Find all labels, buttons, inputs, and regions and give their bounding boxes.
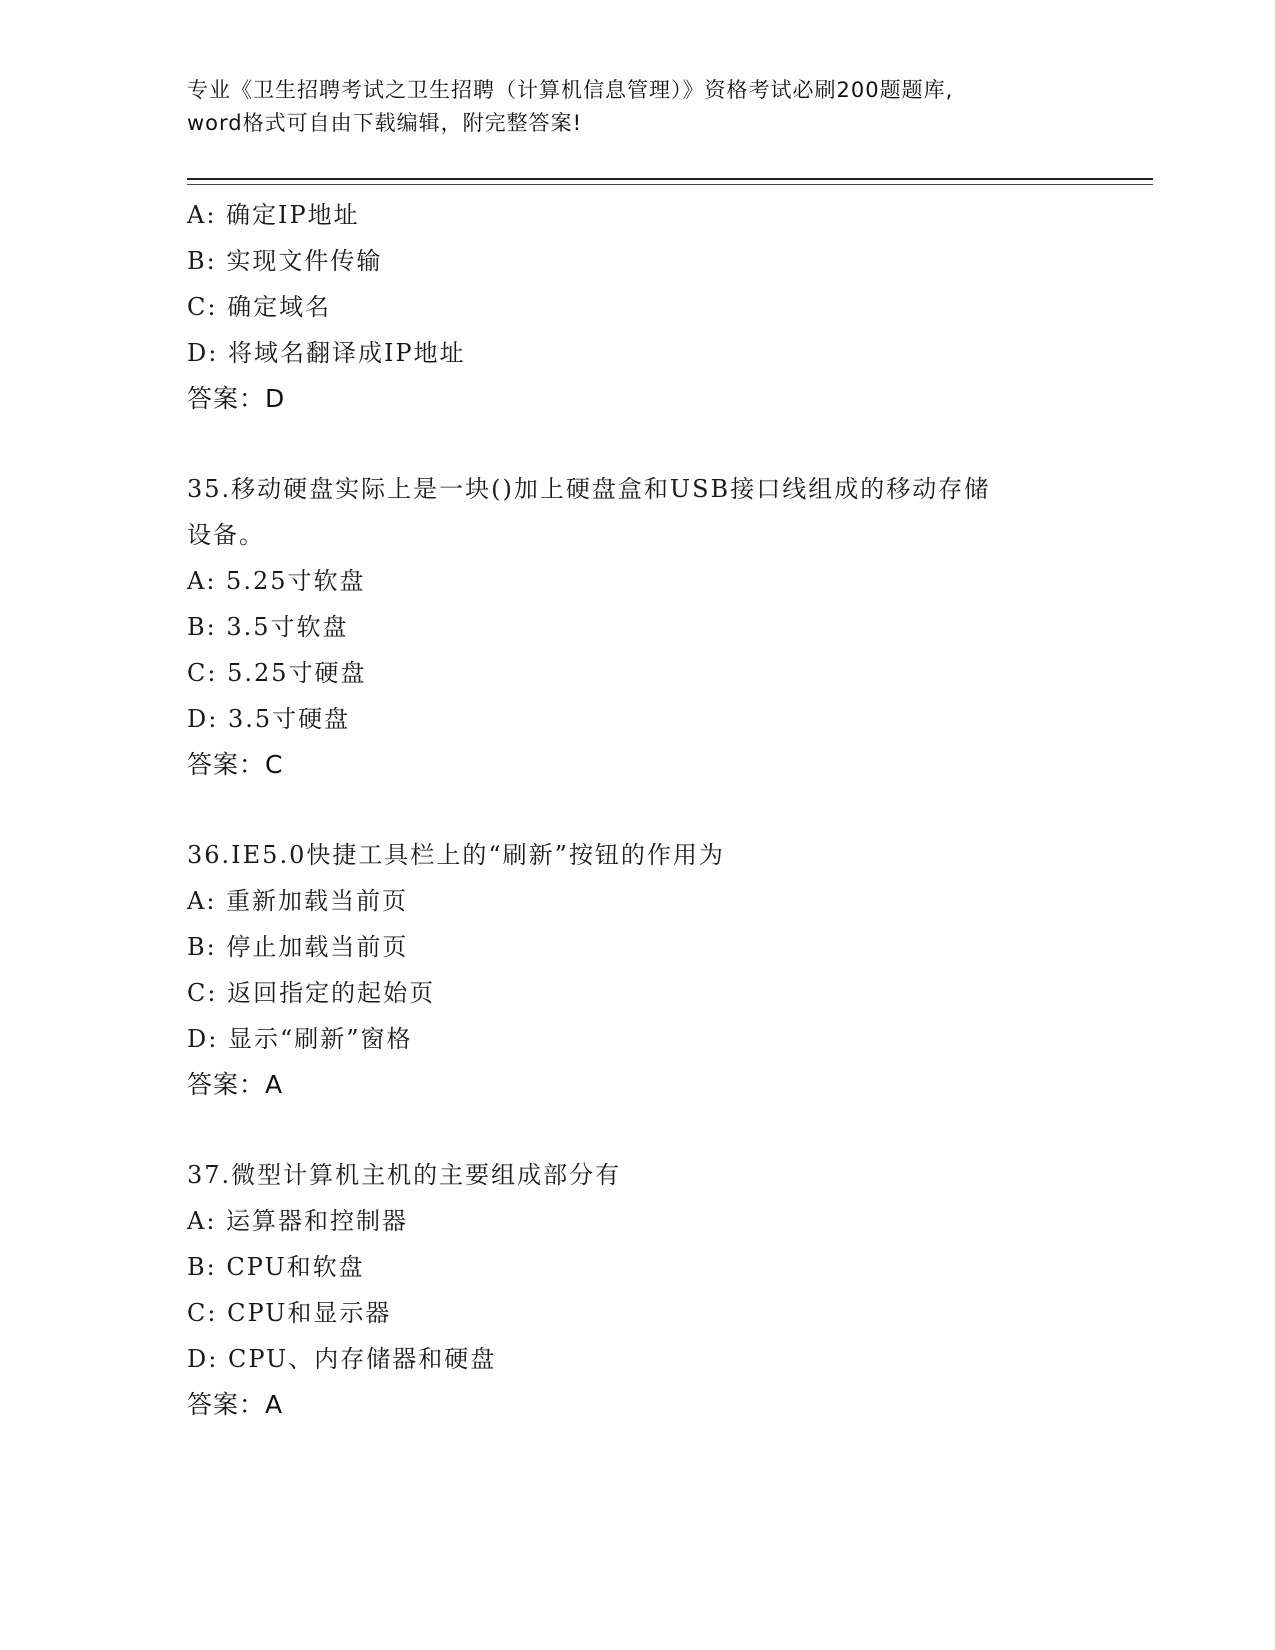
question-text-line-2: 设备。 bbox=[187, 521, 265, 549]
option-c: C: 确定域名 bbox=[187, 293, 332, 321]
option-a: A: 重新加载当前页 bbox=[187, 887, 409, 915]
option-a: A: 5.25寸软盘 bbox=[187, 567, 366, 595]
option-d: D: 将域名翻译成IP地址 bbox=[187, 339, 466, 367]
header-line-1: 专业《卫生招聘考试之卫生招聘（计算机信息管理）》资格考试必刷200题题库, bbox=[187, 78, 954, 102]
question-34-continued bbox=[187, 192, 1087, 422]
option-d: D: CPU、内存储器和硬盘 bbox=[187, 1345, 497, 1373]
option-c: C: 返回指定的起始页 bbox=[187, 979, 436, 1007]
option-c: C: CPU和显示器 bbox=[187, 1299, 392, 1327]
answer-line: 答案：A bbox=[187, 1390, 284, 1419]
answer-line: 答案：C bbox=[187, 750, 284, 779]
header-line-2: word格式可自由下载编辑，附完整答案! bbox=[187, 111, 583, 135]
option-d: D: 显示“刷新”窗格 bbox=[187, 1025, 413, 1053]
answer-line: 答案：A bbox=[187, 1070, 284, 1099]
option-d: D: 3.5寸硬盘 bbox=[187, 705, 351, 733]
option-b: B: CPU和软盘 bbox=[187, 1253, 365, 1281]
option-a: A: 确定IP地址 bbox=[187, 201, 360, 229]
header-divider-thin bbox=[187, 184, 1153, 185]
question-35 bbox=[187, 466, 1087, 788]
option-b: B: 停止加载当前页 bbox=[187, 933, 409, 961]
question-text: 36.IE5.0快捷工具栏上的“刷新”按钮的作用为 bbox=[187, 841, 725, 869]
document-header bbox=[187, 74, 1087, 140]
question-text bbox=[187, 466, 1087, 558]
question-list bbox=[187, 192, 1087, 1428]
question-36 bbox=[187, 832, 1087, 1108]
question-text: 37.微型计算机主机的主要组成部分有 bbox=[187, 1161, 622, 1189]
question-37 bbox=[187, 1152, 1087, 1428]
option-b: B: 实现文件传输 bbox=[187, 247, 383, 275]
option-a: A: 运算器和控制器 bbox=[187, 1207, 409, 1235]
option-b: B: 3.5寸软盘 bbox=[187, 613, 349, 641]
header-divider-thick bbox=[187, 178, 1153, 180]
question-text-line-1: 35.移动硬盘实际上是一块()加上硬盘盒和USB接口线组成的移动存储 bbox=[187, 475, 991, 503]
answer-line: 答案：D bbox=[187, 384, 286, 413]
option-c: C: 5.25寸硬盘 bbox=[187, 659, 367, 687]
